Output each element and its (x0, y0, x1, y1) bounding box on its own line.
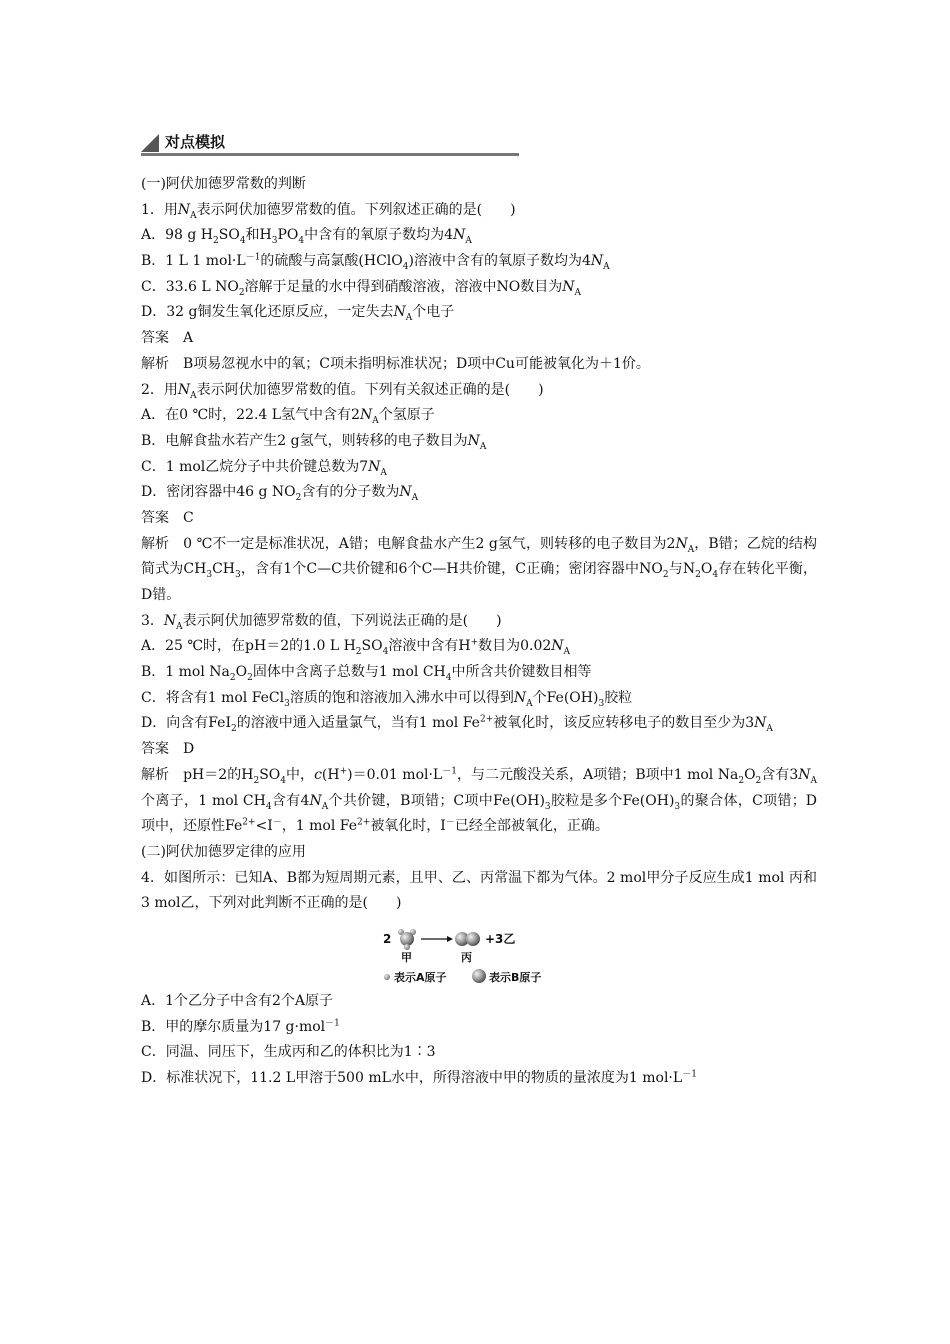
legend-atom-b-icon (472, 969, 486, 983)
content (141, 172, 817, 1092)
section-header (141, 132, 519, 158)
q3-answer: 答案 D (141, 741, 195, 758)
q2-option-d: D．密闭容器中46 g $NO_2$含有的分子数为$N_A$ (141, 484, 419, 504)
q2-option-c: C．1 mol乙烷分子中共价键总数为$7N_A$ (141, 458, 387, 478)
atom-b (400, 932, 414, 946)
atom-a (404, 944, 410, 950)
arrow-icon (421, 936, 453, 942)
subsection-title-1: (一)阿伏加德罗常数的判断 (141, 176, 306, 192)
q1-option-c: C．33.6 L $NO_2$溶解于足量的水中得到硝酸溶液，溶液中NO数目为$N_A$ (141, 278, 582, 298)
coef-left: 2 (383, 932, 392, 947)
q3-option-c: C．将含有1 mol FeCl$_3$溶质的饱和溶液加入沸水中可以得到$N_A$个$Fe(OH)_3$胶粒 (141, 689, 633, 709)
reaction-diagram (379, 923, 579, 985)
atom-b (466, 932, 480, 946)
q3-option-a: A．25 ℃时，在pH＝2的1.0 L $H_2SO_4$溶液中含有H+数目为$0.02N_A$ (141, 637, 571, 658)
q1-stem: 1．用$N_A$表示阿伏加德罗常数的值。下列叙述正确的是( ) (141, 201, 516, 221)
q1-answer: 答案 A (141, 330, 194, 347)
header-underline (141, 153, 519, 156)
q2-option-a: A．在0 ℃时，22.4 L氢气中含有$2N_A$个氢原子 (141, 407, 435, 426)
molecule-bing (455, 932, 480, 946)
q1-option-d: D．32 g铜发生氧化还原反应，一定失去$N_A$个电子 (141, 304, 455, 324)
q2-stem: 2．用$N_A$表示阿伏加德罗常数的值。下列有关叙述正确的是( ) (141, 381, 544, 401)
coef-right: +3乙 (485, 932, 516, 947)
q1-option-a: A．98 g $H_2SO_4$和$H_3PO_4$中含有的氧原子数均为$4N_A$ (141, 227, 472, 247)
molecule-jia (398, 929, 416, 950)
q1-analysis: 解析 B项易忽视水中的氧；C项未指明标准状况；D项中Cu可能被氧化为＋1价。 (141, 355, 650, 372)
q2-option-b: B．电解食盐水若产生2 g氢气，则转移的电子数目为$N_A$ (141, 432, 487, 452)
q4-stem: 4．如图所示：已知A、B都为短周期元素，且甲、乙、丙常温下都为气体。2 mol甲分子反应生成1 mol 丙和3 mol乙，下列对此判断不正确的是( ) (141, 869, 817, 912)
subsection-title-2: (二)阿伏加德罗定律的应用 (141, 843, 306, 860)
legend-b: 表示B原子 (489, 971, 542, 985)
label-bing: 丙 (461, 951, 472, 965)
legend-a: 表示A原子 (394, 971, 447, 985)
q3-option-d: D．向含有FeI$_2$的溶液中通入适量氯气，当有1 mol $Fe^{2+}$被氧化时，该反应转移电子的数目至少为$3N_A$ (141, 714, 773, 735)
q4-option-b: B．甲的摩尔质量为17 g·mol$^{-1}$ (141, 1018, 340, 1035)
q4-option-c: C．同温、同压下，生成丙和乙的体积比为1∶3 (141, 1044, 436, 1061)
q3-option-b: B．1 mol $Na_2O_2$固体中含离子总数与1 mol $CH_4$中所含共价键数目相等 (141, 664, 592, 683)
label-jia: 甲 (401, 951, 412, 965)
q2-answer: 答案 C (141, 509, 194, 526)
q1-option-b: B．1 L 1 $mol\cdot L^{-1}$的硫酸与高氯酸(HClO$_4$)溶液中含有的氧原子数均为$4N_A$ (141, 252, 610, 272)
q4-option-a: A．1个乙分子中含有2个A原子 (141, 993, 334, 1010)
q3-analysis: 解析 pH＝2的$H_2SO_4$中，c(H+)＝0.01 $mol\cdot L^{-1}$，与二元酸没关系，A项错；B项中1 mol $Na_2O_2$含有$3N_A$个离子，1 mol $CH_4$含有$4N_A$个共价键，B项错；C项中$Fe(OH)_3$胶粒是多个$Fe(OH)_3$的聚合体，C项错；D项中，还原性$Fe^{2+}<I^-$，1 mol $Fe^{2+}$被氧化时，I－已经全部被氧化，正确。 (141, 766, 818, 835)
reaction-figure (141, 923, 817, 985)
q2-analysis: 解析 0 ℃不一定是标准状况，A错；电解食盐水产生2 g氢气，则转移的电子数目为$2N_A$，B错；乙烷的结构简式为$CH_3CH_3$，含有1个C—C共价键和6个C—H共价键，C正确；密闭容器中$NO_2$与$N_2O_4$存在转化平衡，D错。 (141, 535, 818, 604)
q3-stem: 3．$N_A$表示阿伏加德罗常数的值，下列说法正确的是( ) (141, 612, 502, 632)
legend-atom-a-icon (384, 974, 390, 980)
q4-option-d: D．标准状况下，11.2 L甲溶于500 mL水中，所得溶液中甲的物质的量浓度为1 $mol\cdot L^{-1}$ (141, 1069, 697, 1087)
section-title: 对点模拟 (165, 133, 226, 151)
header-triangle-icon (141, 134, 159, 152)
